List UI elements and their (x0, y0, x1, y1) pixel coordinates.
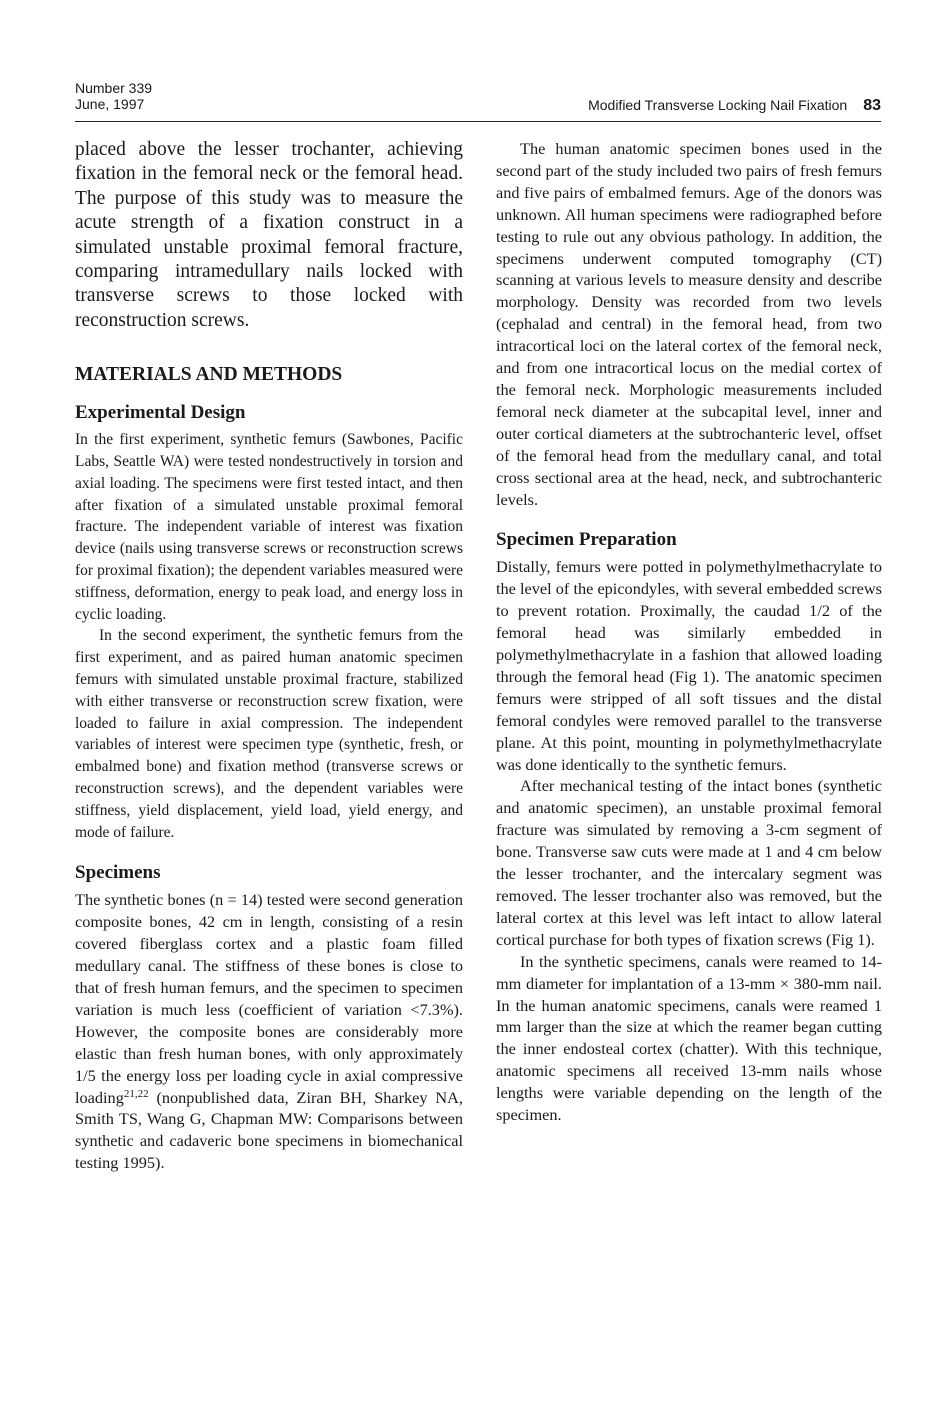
left-column (75, 138, 463, 1174)
section-heading-materials-methods: MATERIALS AND METHODS (75, 364, 343, 386)
header-rule (75, 121, 881, 122)
issue-number: Number 339 (75, 80, 153, 96)
running-title-block (588, 96, 881, 115)
specimens-text: The synthetic bones (n = 14) tested were second generation composite bones, 42 cm in length, consisting of a resin covered fiberglass cortex and a plastic foam filled medullary canal. The stiffness of these bones is close to that of fresh human femurs, and the specimen to specimen variation is much less (coefficient of variation <7.3%). However, the composite bones are considerably more elastic than fresh human bones, with only approximately 1/5 the energy loss per loading cycle in axial compressive loading (75, 890, 463, 1107)
page-number: 83 (863, 97, 881, 114)
subheading-experimental-design: Experimental Design (75, 402, 246, 424)
issue-info (75, 80, 152, 112)
design-paragraph-2: In the second experiment, the synthetic femurs from the first experiment, and as paired human anatomic specimen femurs with simulated unstable proximal fracture, stabilized with either transverse or reconstruction screw fixation, were loaded to failure in axial compression. The independent variables of interest were specimen type (synthetic, fresh, or embalmed bone) and fixation method (transverse screws or reconstruction screws), and the dependent variables were stiffness, yield displacement, yield load, yield energy, and mode of failure. (75, 627, 463, 841)
subheading-specimen-preparation: Specimen Preparation (496, 529, 677, 551)
specimens-text-end: (nonpublished data, Ziran BH, Sharkey NA, Smith TS, Wang G, Chapman MW: Comparisons between synthetic and cadaveric bone specimens in biomechanical testing 1995). (75, 1087, 463, 1173)
design-paragraph-1: In the first experiment, synthetic femurs (Sawbones, Pacific Labs, Seattle WA) were tested nondestructively in torsion and axial loading. The specimens were first tested intact, and then after fixation of a simulated unstable proximal femoral fracture. The independent variable of interest was fixation device (nails using transverse screws or reconstruction screws for proximal fixation); the dependent variables measured were stiffness, deformation, energy to peak load, and energy loss in cyclic loading. (75, 431, 463, 623)
issue-date: June, 1997 (75, 96, 145, 112)
right-column (496, 138, 882, 1126)
intro-paragraph: placed above the lesser trochanter, achieving fixation in the femoral neck or the femoral head. The purpose of this study was to measure the acute strength of a fixation construct in a simulated unstable proximal femoral fracture, comparing intramedullary nails locked with transverse screws to those locked with reconstruction screws. (75, 139, 463, 331)
running-header (75, 80, 881, 120)
anatomic-specimens-paragraph: The human anatomic specimen bones used in the second part of the study included two pairs of fresh femurs and five pairs of embalmed femurs. Age of the donors was unknown. All human specimens were radiographed before testing to rule out any obvious pathology. In addition, the specimens underwent computed tomography (CT) scanning at various levels to measure density and describe morphology. Density was recorded from two levels (cephalad and central) in the femoral head, from two intracortical loci on the lateral cortex of the femoral neck, and from one intracortical locus on the medial cortex of the femoral neck. Morphologic measurements included femoral neck diameter at the subcapital level, inner and outer cortical diameters at the subtrochanteric level, offset of the femoral head from the medullary canal, and total cross sectional area at the head, neck, and subtrochanteric levels. (496, 139, 882, 509)
subheading-specimens: Specimens (75, 862, 161, 884)
running-title: Modified Transverse Locking Nail Fixation (588, 97, 848, 113)
preparation-paragraph-1: Distally, femurs were potted in polymethylmethacrylate to the level of the epicondyles, with several embedded screws to prevent rotation. Proximally, the caudad 1/2 of the femoral head was similarly embedded in polymethylmethacrylate in a fashion that allowed loading through the femoral head (Fig 1). The anatomic specimen femurs were stripped of all soft tissues and the distal femoral condyles were removed parallel to the transverse plane. At this point, mounting in polymethylmethacrylate was done identically to the synthetic femurs. (496, 557, 882, 774)
preparation-paragraph-3: In the synthetic specimens, canals were reamed to 14-mm diameter for implantation of a 13-mm × 380-mm nail. In the human anatomic specimens, canals were reamed 1 mm larger than the size at which the reamer began cutting the inner endosteal cortex (chatter). With this technique, anatomic specimens all received 13-mm nails whose lengths were variable depending on the length of the specimen. (496, 951, 882, 1125)
preparation-paragraph-2: After mechanical testing of the intact bones (synthetic and anatomic specimen), an unstable proximal femoral fracture was simulated by removing a 3-cm segment of bone. Transverse saw cuts were made at 1 and 4 cm below the lesser trochanter, and the intercalary segment was removed. The lesser trochanter also was removed, but the lateral cortex at this level was left intact to allow lateral cortical purchase for both types of fixation screws (Fig 1). (496, 776, 882, 949)
specimens-paragraph (75, 889, 463, 1174)
reference-superscript: 21,22 (123, 1087, 149, 1100)
